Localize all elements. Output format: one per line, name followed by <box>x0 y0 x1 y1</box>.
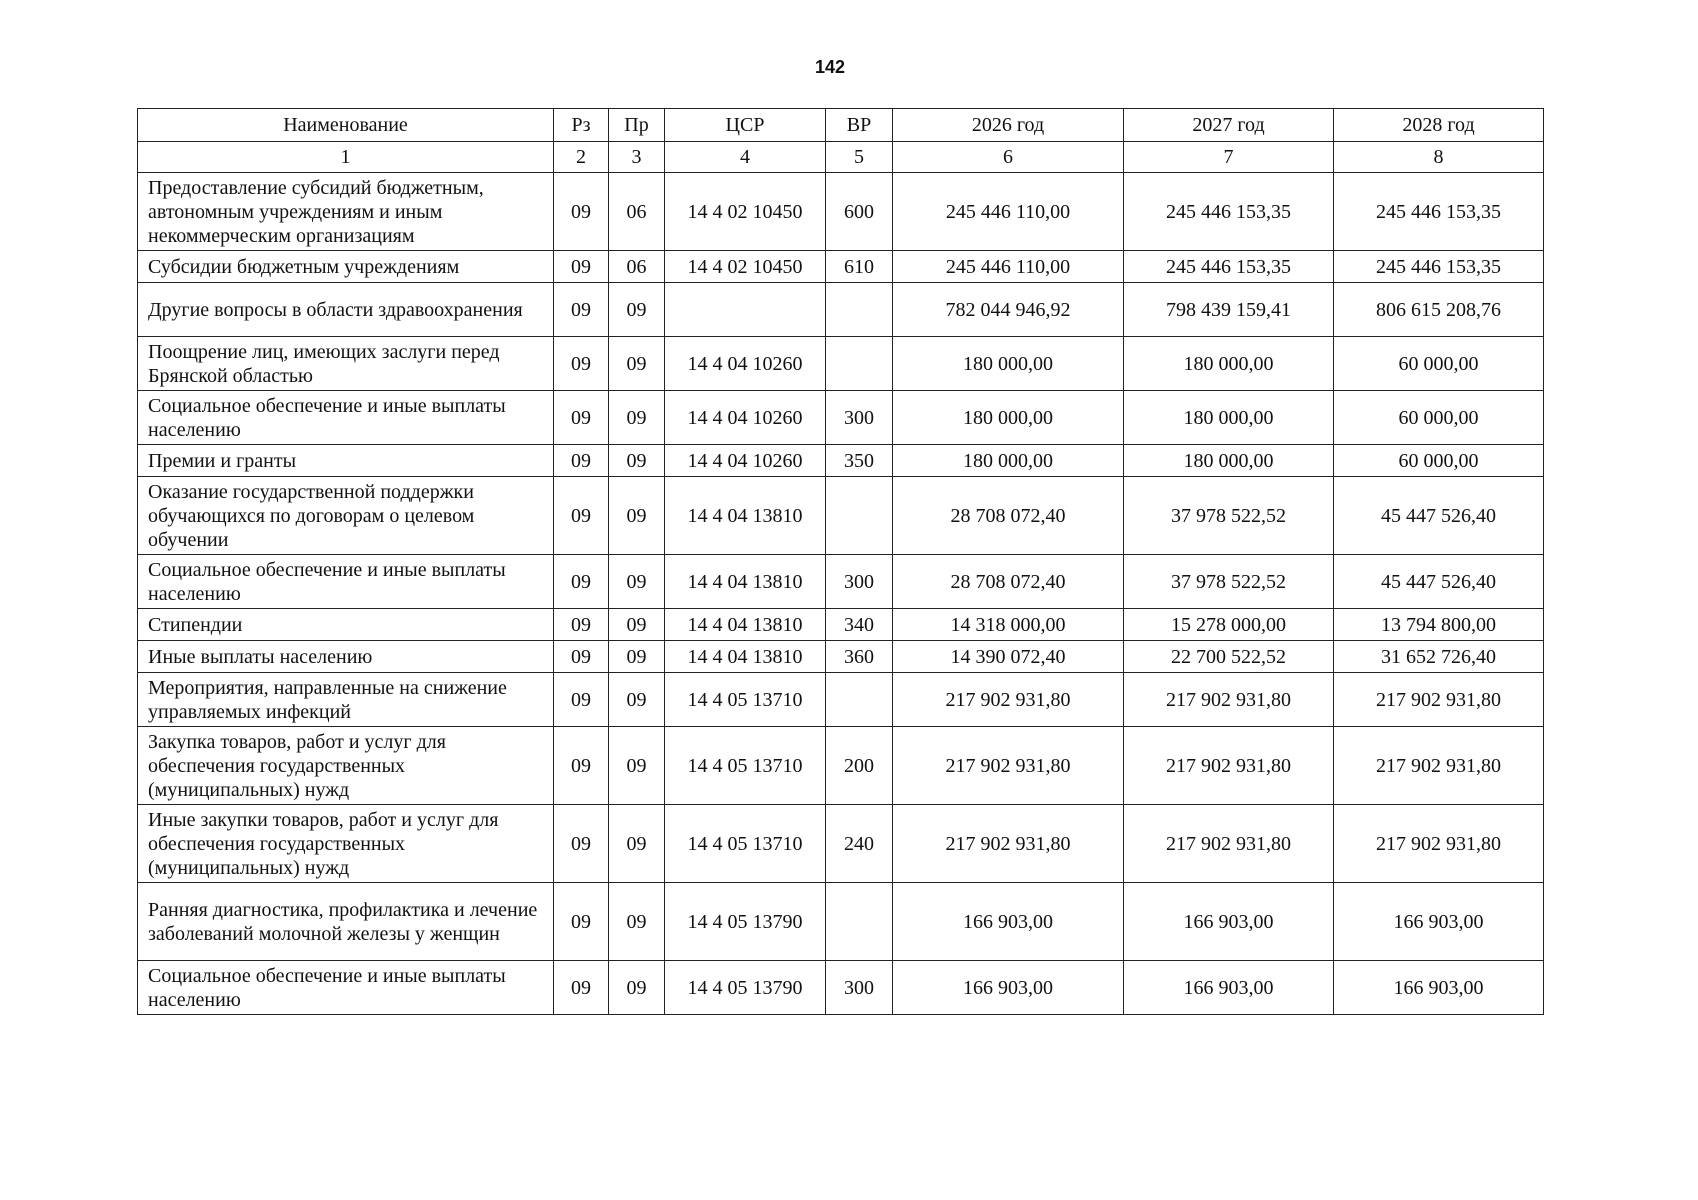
cell-rz: 09 <box>554 609 609 641</box>
table-row <box>138 673 1544 727</box>
budget-table <box>137 108 1544 1015</box>
cell-vr: 300 <box>826 555 893 609</box>
cell-vr: 300 <box>826 391 893 445</box>
cell-vr: 340 <box>826 609 893 641</box>
cell-2028: 31 652 726,40 <box>1334 641 1544 673</box>
cell-2027: 180 000,00 <box>1124 391 1334 445</box>
cell-2028: 217 902 931,80 <box>1334 673 1544 727</box>
cell-pr: 09 <box>609 883 665 961</box>
header-2026: 2026 год <box>893 109 1124 142</box>
cell-rz: 09 <box>554 555 609 609</box>
cell-pr: 09 <box>609 555 665 609</box>
cell-vr: 300 <box>826 961 893 1015</box>
cell-2026: 180 000,00 <box>893 337 1124 391</box>
table-row <box>138 445 1544 477</box>
cell-2028: 13 794 800,00 <box>1334 609 1544 641</box>
cell-name: Социальное обеспечение и иные выплаты населению <box>138 961 554 1015</box>
cell-vr: 200 <box>826 727 893 805</box>
column-index-cell: 2 <box>554 142 609 173</box>
header-rz: Рз <box>554 109 609 142</box>
cell-2026: 28 708 072,40 <box>893 477 1124 555</box>
cell-rz: 09 <box>554 883 609 961</box>
cell-2027: 180 000,00 <box>1124 337 1334 391</box>
cell-name: Иные закупки товаров, работ и услуг для обеспечения государственных (муниципальных) нужд <box>138 805 554 883</box>
table-row <box>138 251 1544 283</box>
table-row <box>138 805 1544 883</box>
cell-name: Поощрение лиц, имеющих заслуги перед Брянской областью <box>138 337 554 391</box>
table-row <box>138 961 1544 1015</box>
cell-name: Иные выплаты населению <box>138 641 554 673</box>
cell-csr: 14 4 04 10260 <box>665 337 826 391</box>
cell-pr: 09 <box>609 641 665 673</box>
cell-pr: 09 <box>609 727 665 805</box>
cell-2026: 217 902 931,80 <box>893 673 1124 727</box>
cell-2027: 37 978 522,52 <box>1124 477 1334 555</box>
cell-2026: 14 390 072,40 <box>893 641 1124 673</box>
cell-csr: 14 4 05 13710 <box>665 727 826 805</box>
cell-csr: 14 4 05 13790 <box>665 883 826 961</box>
cell-csr: 14 4 05 13710 <box>665 673 826 727</box>
cell-2028: 60 000,00 <box>1334 391 1544 445</box>
header-name: Наименование <box>138 109 554 142</box>
cell-csr <box>665 283 826 337</box>
cell-name: Социальное обеспечение и иные выплаты населению <box>138 391 554 445</box>
cell-rz: 09 <box>554 337 609 391</box>
cell-2027: 798 439 159,41 <box>1124 283 1334 337</box>
cell-csr: 14 4 02 10450 <box>665 251 826 283</box>
cell-csr: 14 4 05 13710 <box>665 805 826 883</box>
cell-rz: 09 <box>554 727 609 805</box>
cell-vr <box>826 673 893 727</box>
cell-vr <box>826 337 893 391</box>
cell-2028: 217 902 931,80 <box>1334 727 1544 805</box>
table-row <box>138 477 1544 555</box>
cell-name: Субсидии бюджетным учреждениям <box>138 251 554 283</box>
table-row <box>138 173 1544 251</box>
cell-rz: 09 <box>554 173 609 251</box>
table-body <box>138 173 1544 1015</box>
cell-rz: 09 <box>554 445 609 477</box>
table-row <box>138 641 1544 673</box>
cell-2028: 45 447 526,40 <box>1334 477 1544 555</box>
cell-2026: 245 446 110,00 <box>893 173 1124 251</box>
cell-2026: 782 044 946,92 <box>893 283 1124 337</box>
column-index-cell: 3 <box>609 142 665 173</box>
column-index-cell: 7 <box>1124 142 1334 173</box>
table-row <box>138 555 1544 609</box>
column-index-cell: 5 <box>826 142 893 173</box>
cell-2026: 14 318 000,00 <box>893 609 1124 641</box>
cell-2027: 15 278 000,00 <box>1124 609 1334 641</box>
cell-name: Ранняя диагностика, профилактика и лечение заболеваний молочной железы у женщин <box>138 883 554 961</box>
table-row <box>138 283 1544 337</box>
cell-2026: 245 446 110,00 <box>893 251 1124 283</box>
cell-rz: 09 <box>554 805 609 883</box>
cell-csr: 14 4 05 13790 <box>665 961 826 1015</box>
header-2028: 2028 год <box>1334 109 1544 142</box>
cell-pr: 09 <box>609 391 665 445</box>
cell-2028: 806 615 208,76 <box>1334 283 1544 337</box>
column-index-cell: 4 <box>665 142 826 173</box>
cell-pr: 09 <box>609 477 665 555</box>
table-row <box>138 337 1544 391</box>
cell-csr: 14 4 02 10450 <box>665 173 826 251</box>
cell-pr: 09 <box>609 445 665 477</box>
cell-2027: 217 902 931,80 <box>1124 727 1334 805</box>
cell-vr <box>826 283 893 337</box>
cell-2028: 217 902 931,80 <box>1334 805 1544 883</box>
cell-rz: 09 <box>554 641 609 673</box>
cell-2026: 217 902 931,80 <box>893 805 1124 883</box>
cell-2027: 180 000,00 <box>1124 445 1334 477</box>
column-index-row <box>138 142 1544 173</box>
cell-vr: 350 <box>826 445 893 477</box>
cell-2028: 245 446 153,35 <box>1334 251 1544 283</box>
cell-csr: 14 4 04 13810 <box>665 609 826 641</box>
table-row <box>138 391 1544 445</box>
cell-pr: 06 <box>609 251 665 283</box>
cell-2028: 60 000,00 <box>1334 445 1544 477</box>
cell-rz: 09 <box>554 961 609 1015</box>
cell-2027: 217 902 931,80 <box>1124 805 1334 883</box>
header-vr: ВР <box>826 109 893 142</box>
cell-vr <box>826 883 893 961</box>
cell-2027: 166 903,00 <box>1124 883 1334 961</box>
cell-2027: 245 446 153,35 <box>1124 251 1334 283</box>
cell-2028: 245 446 153,35 <box>1334 173 1544 251</box>
cell-vr: 600 <box>826 173 893 251</box>
cell-pr: 09 <box>609 805 665 883</box>
cell-name: Закупка товаров, работ и услуг для обеспечения государственных (муниципальных) нужд <box>138 727 554 805</box>
header-row <box>138 109 1544 142</box>
cell-2028: 166 903,00 <box>1334 961 1544 1015</box>
column-index-cell: 8 <box>1334 142 1544 173</box>
cell-rz: 09 <box>554 673 609 727</box>
column-index-cell: 6 <box>893 142 1124 173</box>
cell-2026: 180 000,00 <box>893 391 1124 445</box>
cell-name: Премии и гранты <box>138 445 554 477</box>
cell-2027: 37 978 522,52 <box>1124 555 1334 609</box>
cell-vr: 610 <box>826 251 893 283</box>
cell-name: Предоставление субсидий бюджетным, автономным учреждениям и иным некоммерческим организациям <box>138 173 554 251</box>
cell-vr: 360 <box>826 641 893 673</box>
cell-pr: 09 <box>609 609 665 641</box>
cell-vr: 240 <box>826 805 893 883</box>
cell-pr: 09 <box>609 961 665 1015</box>
cell-name: Стипендии <box>138 609 554 641</box>
cell-2027: 166 903,00 <box>1124 961 1334 1015</box>
cell-2028: 45 447 526,40 <box>1334 555 1544 609</box>
page-number: 142 <box>814 57 846 77</box>
cell-rz: 09 <box>554 251 609 283</box>
cell-2027: 245 446 153,35 <box>1124 173 1334 251</box>
cell-2026: 166 903,00 <box>893 961 1124 1015</box>
cell-rz: 09 <box>554 391 609 445</box>
cell-pr: 09 <box>609 673 665 727</box>
cell-name: Оказание государственной поддержки обучающихся по договорам о целевом обучении <box>138 477 554 555</box>
header-csr: ЦСР <box>665 109 826 142</box>
cell-2027: 22 700 522,52 <box>1124 641 1334 673</box>
cell-csr: 14 4 04 10260 <box>665 445 826 477</box>
cell-rz: 09 <box>554 477 609 555</box>
cell-2028: 166 903,00 <box>1334 883 1544 961</box>
cell-csr: 14 4 04 13810 <box>665 641 826 673</box>
cell-name: Другие вопросы в области здравоохранения <box>138 283 554 337</box>
table-row <box>138 609 1544 641</box>
cell-name: Мероприятия, направленные на снижение управляемых инфекций <box>138 673 554 727</box>
cell-csr: 14 4 04 13810 <box>665 477 826 555</box>
cell-csr: 14 4 04 10260 <box>665 391 826 445</box>
cell-pr: 06 <box>609 173 665 251</box>
cell-2026: 217 902 931,80 <box>893 727 1124 805</box>
cell-2026: 180 000,00 <box>893 445 1124 477</box>
cell-vr <box>826 477 893 555</box>
cell-2026: 166 903,00 <box>893 883 1124 961</box>
header-2027: 2027 год <box>1124 109 1334 142</box>
cell-rz: 09 <box>554 283 609 337</box>
column-index-cell: 1 <box>138 142 554 173</box>
cell-2027: 217 902 931,80 <box>1124 673 1334 727</box>
cell-2028: 60 000,00 <box>1334 337 1544 391</box>
table-row <box>138 883 1544 961</box>
cell-name: Социальное обеспечение и иные выплаты населению <box>138 555 554 609</box>
cell-pr: 09 <box>609 337 665 391</box>
header-pr: Пр <box>609 109 665 142</box>
cell-2026: 28 708 072,40 <box>893 555 1124 609</box>
cell-csr: 14 4 04 13810 <box>665 555 826 609</box>
table-row <box>138 727 1544 805</box>
cell-pr: 09 <box>609 283 665 337</box>
